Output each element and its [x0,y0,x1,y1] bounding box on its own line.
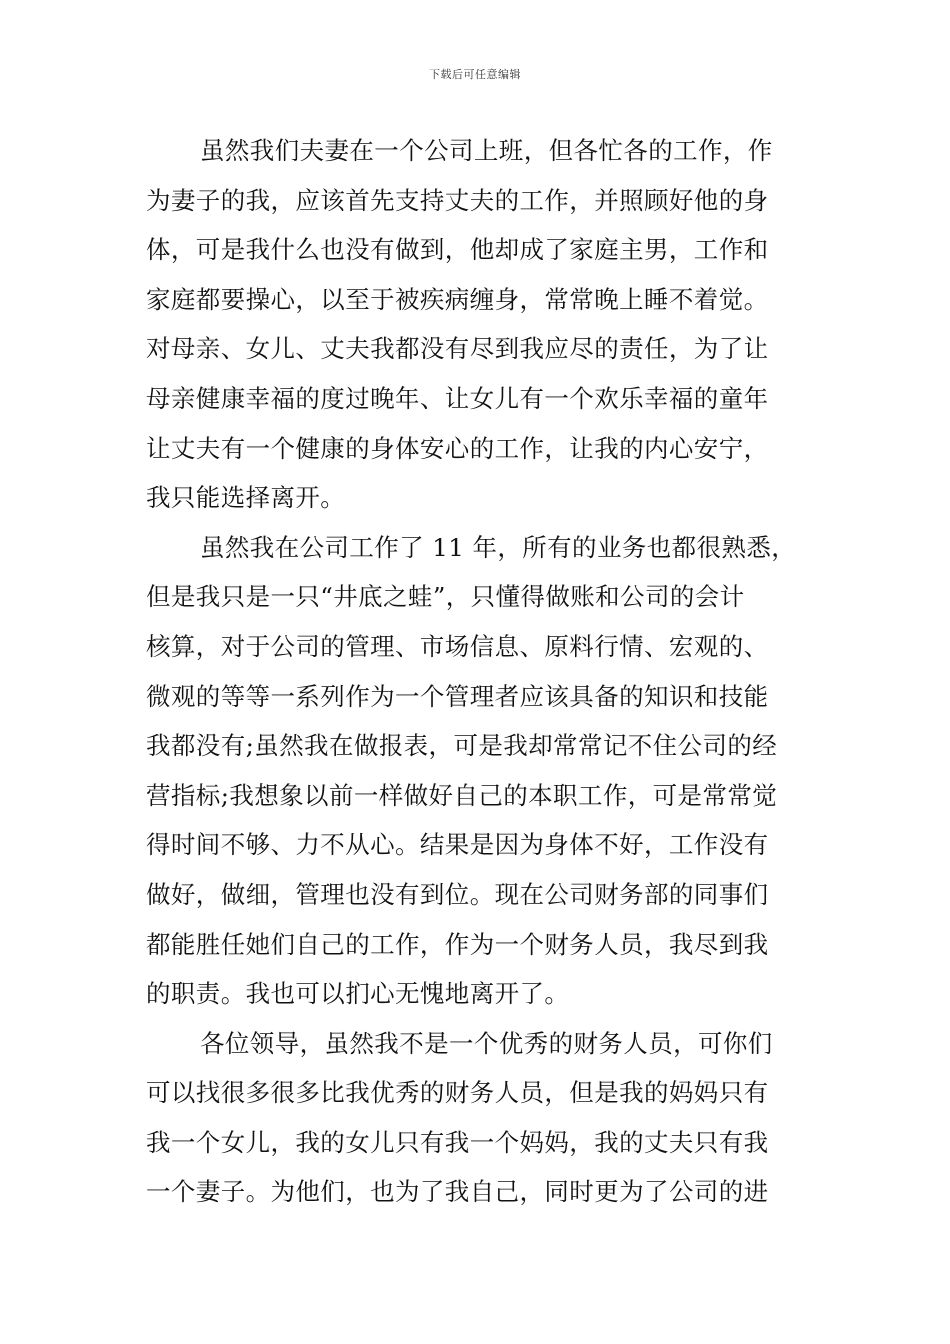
paragraph-1-line-5: 对母亲、女儿、丈夫我都没有尽到我应尽的责任，为了让 [146,334,769,364]
paragraph-3-line-1: 各位领导，虽然我不是一个优秀的财务人员，可你们 [200,1028,773,1058]
paragraph-3-line-4: 一个妻子。为他们，也为了我自己，同时更为了公司的进 [146,1177,769,1207]
paragraph-2-line-8: 做好，做细，管理也没有到位。现在公司财务部的同事们 [146,879,769,909]
paragraph-1-line-1: 虽然我们夫妻在一个公司上班，但各忙各的工作，作 [200,136,773,165]
paragraph-1-line-2: 为妻子的我，应该首先支持丈夫的工作，并照顾好他的身 [146,185,769,215]
paragraph-2-line-5: 我都没有;虽然我在做报表，可是我却常常记不住公司的经 [146,731,778,761]
paragraph-2-line-6: 营指标;我想象以前一样做好自己的本职工作，可是常常觉 [146,780,778,810]
paragraph-3-line-3: 我一个女儿，我的女儿只有我一个妈妈，我的丈夫只有我 [146,1127,769,1157]
paragraph-1-line-4: 家庭都要操心，以至于被疾病缠身，常常晚上睡不着觉。 [146,284,769,314]
paragraph-2-line-1: 虽然我在公司工作了 11 年，所有的业务也都很熟悉， [200,532,797,562]
paragraph-2-line-3: 核算，对于公司的管理、市场信息、原料行情、宏观的、 [146,631,769,661]
document-body [146,126,806,1217]
paragraph-2-line-9: 都能胜任她们自己的工作，作为一个财务人员，我尽到我 [146,929,769,959]
paragraph-2-line-2: 但是我只是一只“井底之蛙”，只懂得做账和公司的会计 [146,582,745,612]
paragraph-2-line-4: 微观的等等一系列作为一个管理者应该具备的知识和技能 [146,681,769,711]
page-header: 下载后可任意编辑 [429,68,521,81]
paragraph-2-line-10: 的职责。我也可以扪心无愧地离开了。 [146,979,570,1009]
paragraph-2-line-7: 得时间不够、力不从心。结果是因为身体不好，工作没有 [146,830,769,860]
paragraph-1-line-7: 让丈夫有一个健康的身体安心的工作，让我的内心安宁， [146,433,769,463]
paragraph-3-line-2: 可以找很多很多比我优秀的财务人员，但是我的妈妈只有 [146,1078,769,1108]
paragraph-1-line-3: 体，可是我什么也没有做到，他却成了家庭主男，工作和 [146,235,769,265]
paragraph-1-line-6: 母亲健康幸福的度过晚年、让女儿有一个欢乐幸福的童年 [146,383,769,413]
paragraph-1-line-8: 我只能选择离开。 [146,483,346,513]
